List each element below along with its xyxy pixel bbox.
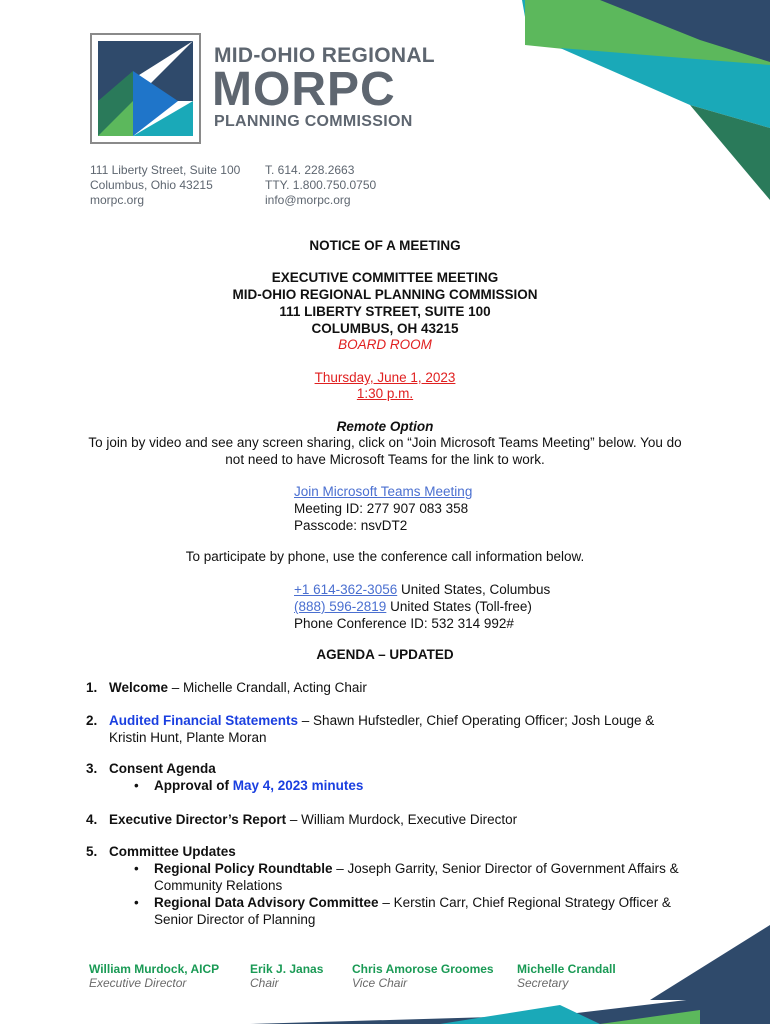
footer-officer: Michelle Crandall Secretary xyxy=(517,962,616,990)
address-line: Columbus, Ohio 43215 xyxy=(90,178,213,192)
agenda-subitem: Regional Policy Roundtable – Joseph Garrity, Senior Director of Government Affairs & xyxy=(154,861,679,876)
agenda-subitem-cont: Senior Director of Planning xyxy=(154,912,316,927)
agenda-item: Audited Financial Statements – Shawn Hufstedler, Chief Operating Officer; Josh Louge & xyxy=(109,713,655,728)
remote-instructions-line2: not need to have Microsoft Teams for the link to work. xyxy=(225,452,545,467)
footer-officer: William Murdock, AICP Executive Director xyxy=(89,962,220,990)
morpc-logo xyxy=(90,33,201,144)
bullet-icon: • xyxy=(134,861,139,876)
agenda-subitem: Approval of May 4, 2023 minutes xyxy=(154,778,364,793)
agenda-num: 2. xyxy=(86,713,98,728)
phone1-link[interactable]: +1 614-362-3056 xyxy=(294,582,398,597)
phone2-link[interactable]: (888) 596-2819 xyxy=(294,599,387,614)
phone-block xyxy=(265,163,376,208)
agenda-num: 4. xyxy=(86,812,98,827)
conference-id: Phone Conference ID: 532 314 992# xyxy=(294,616,514,631)
logo-mark-icon xyxy=(98,41,193,136)
organization-name: MID-OHIO REGIONAL PLANNING COMMISSION xyxy=(232,287,538,302)
remote-instructions-line1: To join by video and see any screen sharing, click on “Join Microsoft Teams Meeting” below. You do xyxy=(88,435,682,450)
address-line: 111 Liberty Street, Suite 100 xyxy=(90,163,241,177)
agenda-subitem-cont: Community Relations xyxy=(154,878,283,893)
audited-financials-link[interactable]: Audited Financial Statements xyxy=(109,713,299,728)
logo-text-line1: MID-OHIO REGIONAL xyxy=(214,44,435,67)
meeting-city: COLUMBUS, OH 43215 xyxy=(311,321,459,336)
minutes-link[interactable]: May 4, 2023 minutes xyxy=(232,778,364,793)
meeting-date: Thursday, June 1, 2023 xyxy=(314,370,456,385)
notice-title: NOTICE OF A MEETING xyxy=(309,238,461,253)
agenda-subitem: Regional Data Advisory Committee – Kerstin Carr, Chief Regional Strategy Officer & xyxy=(154,895,671,910)
meeting-time: 1:30 p.m. xyxy=(356,386,414,401)
agenda-item: Executive Director’s Report – William Murdock, Executive Director xyxy=(109,812,518,827)
logo-text-line3: PLANNING COMMISSION xyxy=(214,113,413,130)
email-link[interactable]: info@morpc.org xyxy=(265,193,351,207)
agenda-num: 1. xyxy=(86,680,98,695)
join-teams-link[interactable]: Join Microsoft Teams Meeting xyxy=(294,484,473,499)
teams-block xyxy=(294,483,472,534)
meeting-id: Meeting ID: 277 907 083 358 xyxy=(294,501,469,516)
meeting-street: 111 LIBERTY STREET, SUITE 100 xyxy=(279,304,491,319)
passcode: Passcode: nsvDT2 xyxy=(294,518,408,533)
agenda-num: 5. xyxy=(86,844,98,859)
address-block xyxy=(90,163,240,208)
phone-intro: To participate by phone, use the conference call information below. xyxy=(185,549,585,564)
footer-officer: Chris Amorose Groomes Vice Chair xyxy=(352,962,494,990)
agenda-heading: AGENDA – UPDATED xyxy=(316,647,454,662)
agenda-num: 3. xyxy=(86,761,98,776)
bullet-icon: • xyxy=(134,895,139,910)
tty-line: TTY. 1.800.750.0750 xyxy=(265,178,377,192)
agenda-item-cont: Kristin Hunt, Plante Moran xyxy=(109,730,267,745)
logo-text-morpc: MORPC xyxy=(212,63,396,116)
meeting-room: BOARD ROOM xyxy=(338,337,432,352)
agenda-item: Welcome – Michelle Crandall, Acting Chair xyxy=(109,680,367,695)
footer-officer: Erik J. Janas Chair xyxy=(250,962,324,990)
remote-heading: Remote Option xyxy=(336,419,434,434)
agenda-item: Committee Updates xyxy=(109,844,236,859)
meeting-name: EXECUTIVE COMMITTEE MEETING xyxy=(271,270,499,285)
agenda-item: Consent Agenda xyxy=(109,761,216,776)
phone-line: T. 614. 228.2663 xyxy=(265,163,355,177)
phone-dialin-block: +1 614-362-3056 United States, Columbus (888) 596-2819 United States (Toll-free) Phone Conference ID: 532 314 992# xyxy=(294,582,551,631)
bullet-icon: • xyxy=(134,778,139,793)
website-link[interactable]: morpc.org xyxy=(90,193,145,207)
